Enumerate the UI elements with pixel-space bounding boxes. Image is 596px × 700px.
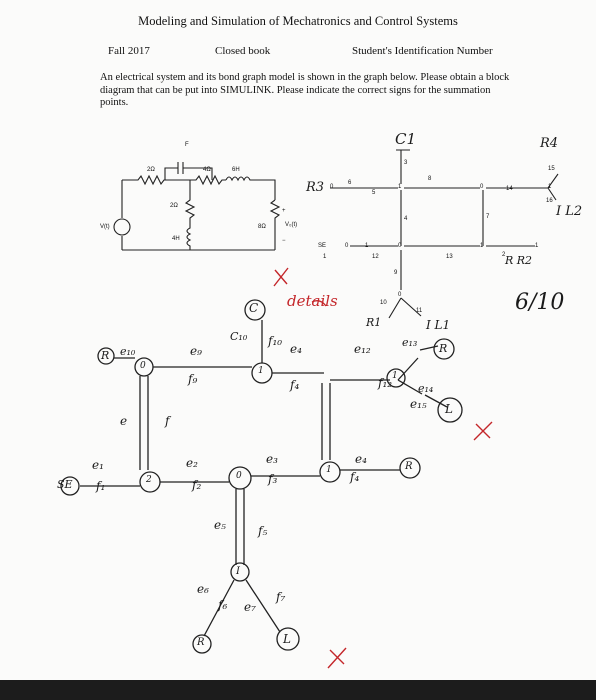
voltage-source-icon [114, 219, 130, 235]
pbg-junction-10: 1 [365, 243, 369, 249]
hw-e4: e₄ [290, 342, 302, 356]
pbg-junction-9: 0 [330, 184, 334, 190]
pbg-l1: I L1 [426, 318, 451, 332]
hw-junction-2: 2 [146, 475, 152, 485]
pbg-bond-1: 1 [323, 254, 327, 260]
hw-junction-0a: 0 [140, 361, 146, 371]
hw-f12: f₁₂ [378, 376, 393, 390]
details-note: details [287, 292, 338, 310]
hw-e12: e₁₂ [354, 342, 371, 356]
pbg-bond-9: 9 [394, 270, 398, 276]
pbg-bond-13: 13 [446, 254, 453, 260]
pbg-bond-14: 14 [506, 186, 513, 192]
pbg-junction-2: 0 [480, 184, 484, 190]
hw-elem-i: I [236, 566, 240, 577]
hw-e1: e₁ [92, 458, 104, 472]
hw-e5: e₅ [214, 518, 226, 532]
hw-e: e [120, 414, 128, 428]
circuit-r2-label: 4Ω [203, 167, 211, 173]
pbg-junction-1: 1 [398, 184, 402, 190]
hw-elem-l2: L [445, 402, 453, 416]
pbg-r3: R3 [306, 180, 325, 195]
hw-e6: e₆ [197, 582, 209, 596]
circuit-output-label: V₀(t) [285, 222, 298, 228]
hw-f4: f₄ [290, 378, 300, 392]
pbg-junction-6: 1 [548, 184, 552, 190]
pbg-bond-3: 3 [404, 160, 408, 166]
pbg-bond-16: 16 [546, 198, 553, 204]
pbg-junction-4: 1 [480, 243, 484, 249]
pbg-bond-7: 7 [486, 214, 490, 220]
hw-junction-1b: 1 [326, 465, 332, 475]
hw-junction-1a: 1 [258, 366, 264, 376]
pbg-bond-11: 11 [416, 308, 423, 314]
circuit-source-label: V(t) [100, 224, 110, 230]
pbg-bond-4: 4 [404, 216, 408, 222]
hw-junction-1c: 1 [392, 371, 398, 381]
hw-e15: e₁₅ [410, 397, 427, 411]
hw-elem-r1: R [101, 349, 110, 362]
circuit-l1-label: 6H [232, 167, 240, 173]
circuit-l2-label: 4H [172, 236, 180, 242]
hw-f4-lower: f₄ [350, 470, 360, 484]
hw-f2: f₂ [192, 478, 202, 492]
circuit-cap-label: F [185, 142, 189, 148]
hw-f3: f₃ [268, 472, 278, 486]
pbg-junction-5: 0 [398, 292, 402, 298]
pbg-r4: R4 [540, 136, 559, 151]
hw-f6: f₆ [218, 598, 228, 612]
closed-book-label: Closed book [215, 45, 271, 57]
pbg-junction-3: 0 [398, 243, 402, 249]
pbg-bond-12: 12 [372, 254, 379, 260]
hw-e4-lower: e₄ [355, 452, 367, 466]
hw-f10: f₁₀ [268, 334, 283, 348]
hw-e14: e₁₄ [418, 382, 434, 395]
hw-elem-c: C [249, 301, 259, 315]
circuit-plus: + [282, 208, 286, 214]
pbg-l2: I L2 [556, 204, 583, 219]
circuit-r3-label: 2Ω [170, 203, 178, 209]
hw-f: f [165, 414, 170, 428]
pbg-c1: C1 [395, 130, 417, 148]
grade-mark: 6/10 [515, 290, 565, 315]
hw-e7: e₇ [244, 600, 256, 614]
hw-f5: f₅ [258, 524, 268, 538]
hw-elem-r2: R [197, 637, 205, 648]
exam-title: Modeling and Simulation of Mechatronics and Control Systems [138, 14, 458, 28]
problem-statement: An electrical system and its bond graph model is shown in the graph below. Please obtain a block diagram that can be put into SIMULINK. Please indicate the correct signs for the summation points. [100, 72, 510, 108]
student-id-label: Student's Identification Number [352, 45, 493, 57]
pbg-bond-15: 15 [548, 166, 555, 172]
circuit-diagram [114, 162, 279, 250]
hw-f7: f₇ [276, 590, 286, 604]
pbg-r1: R1 [366, 316, 382, 329]
hw-e10: e₁₀ [120, 345, 136, 358]
hw-elem-se: SE [57, 478, 73, 491]
circuit-r4-label: 8Ω [258, 224, 266, 230]
pbg-r2: R R2 [505, 254, 533, 267]
hw-c10: C₁₀ [230, 330, 248, 343]
circuit-r1-label: 2Ω [147, 167, 155, 173]
hw-e2: e₂ [186, 456, 198, 470]
photo-dark-edge [0, 680, 596, 700]
circuit-minus: − [282, 238, 286, 244]
hw-e13: e₁₃ [402, 336, 418, 349]
hw-elem-l1: L [283, 632, 291, 646]
term-label: Fall 2017 [108, 45, 150, 57]
pbg-bond-8: 8 [428, 176, 432, 182]
red-marks [274, 268, 492, 668]
pbg-bond-10: 10 [380, 300, 387, 306]
pbg-junction-7: 0 [345, 243, 349, 249]
hw-e9: e₉ [190, 344, 202, 358]
pbg-bond-6: 6 [348, 180, 352, 186]
hw-f9: f₉ [188, 372, 198, 386]
pbg-bond-2: 2 [502, 252, 506, 258]
hw-f1: f₁ [96, 479, 106, 493]
hw-elem-r3: R [405, 461, 413, 472]
pbg-se: SE [318, 243, 327, 249]
hw-elem-r4: R [439, 342, 448, 355]
hw-junction-0b: 0 [236, 471, 242, 481]
pbg-junction-8: 1 [535, 243, 539, 249]
hw-e3: e₃ [266, 452, 278, 466]
pbg-bond-5: 5 [372, 190, 376, 196]
